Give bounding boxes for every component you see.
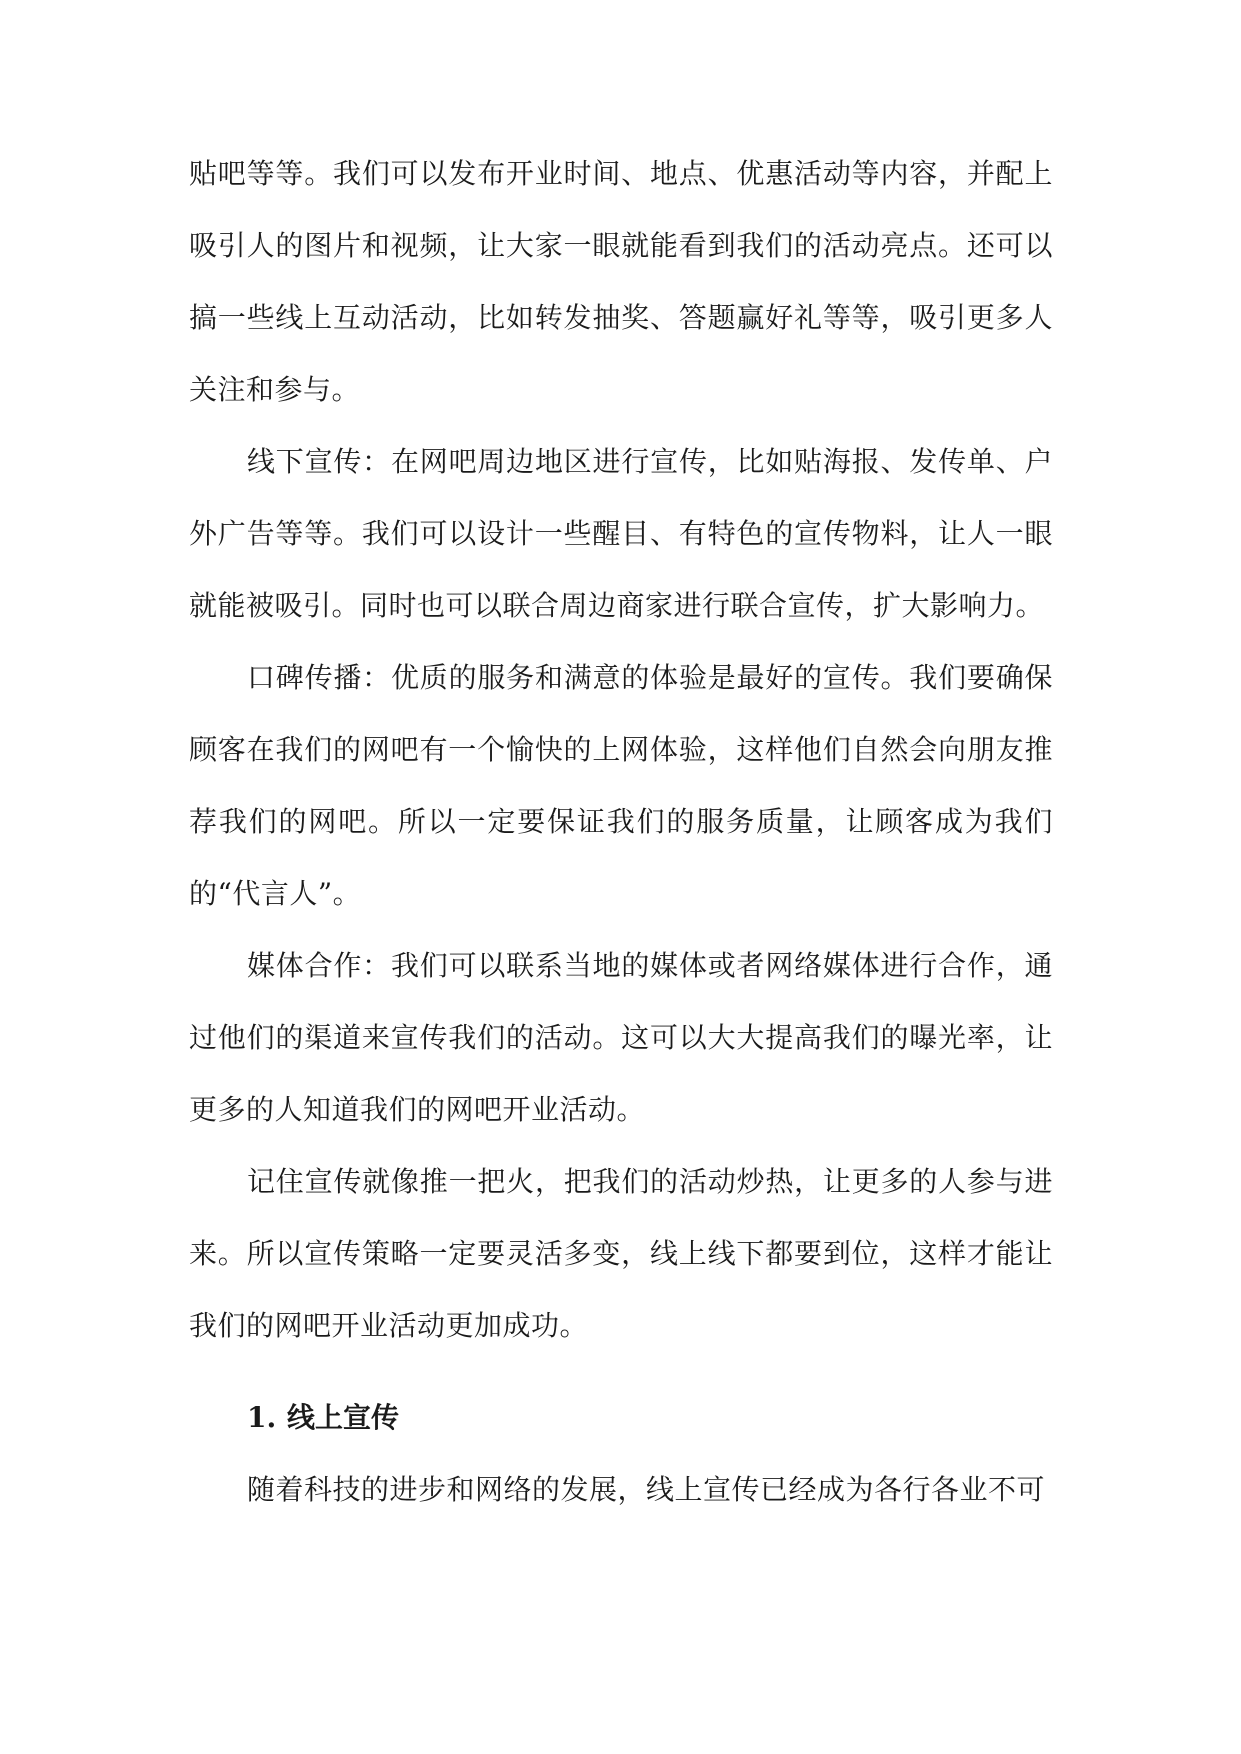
paragraph-media-cooperation: 媒体合作：我们可以联系当地的媒体或者网络媒体进行合作，通过他们的渠道来宣传我们的活动。这可以大大提高我们的曝光率，让更多的人知道我们的网吧开业活动。	[189, 949, 1053, 1126]
paragraph-summary: 记住宣传就像推一把火，把我们的活动炒热，让更多的人参与进来。所以宣传策略一定要灵活多变，线上线下都要到位，这样才能让我们的网吧开业活动更加成功。	[189, 1165, 1053, 1342]
paragraph-offline-promotion: 线下宣传：在网吧周边地区进行宣传，比如贴海报、发传单、户外广告等等。我们可以设计一些醒目、有特色的宣传物料，让人一眼就能被吸引。同时也可以联合周边商家进行联合宣传，扩大影响力。	[189, 445, 1053, 622]
paragraph-online-continued: 贴吧等等。我们可以发布开业时间、地点、优惠活动等内容，并配上吸引人的图片和视频，让大家一眼就能看到我们的活动亮点。还可以搞一些线上互动活动，比如转发抽奖、答题赢好礼等等，吸引更多人关注和参与。	[189, 157, 1053, 406]
section-number: 1.	[247, 1401, 277, 1434]
section-heading	[189, 1382, 1053, 1454]
document-body	[189, 138, 1053, 1526]
paragraph-word-of-mouth: 口碑传播：优质的服务和满意的体验是最好的宣传。我们要确保顾客在我们的网吧有一个愉快的上网体验，这样他们自然会向朋友推荐我们的网吧。所以一定要保证我们的服务质量，让顾客成为我们的“代言人”。	[189, 661, 1053, 910]
paragraph-section-intro: 随着科技的进步和网络的发展，线上宣传已经成为各行各业不可	[247, 1473, 1046, 1506]
section-title: 线上宣传	[287, 1401, 400, 1434]
